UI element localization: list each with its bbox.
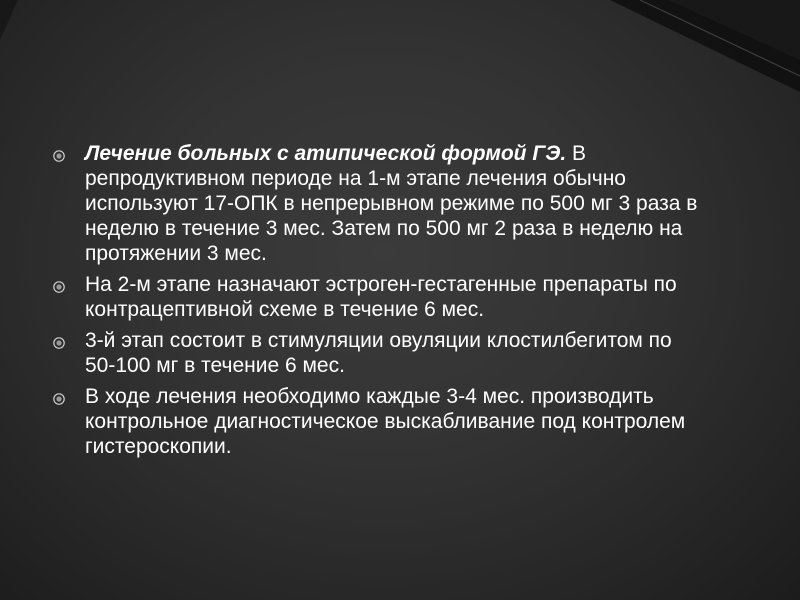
bullet-item: [52, 328, 702, 378]
circle-bullet-icon: [52, 392, 66, 406]
bullet-item: [52, 272, 702, 322]
bullet-text: В ходе лечения необходимо каждые 3-4 мес. производить контрольное диагностическое выскабливание под контролем гистероскопии.: [85, 385, 686, 458]
bullet-item: [52, 141, 702, 266]
bullet-item: [52, 384, 702, 459]
circle-bullet-icon: [52, 336, 66, 350]
bullet-list: [52, 141, 702, 459]
bullet-lead-text: Лечение больных с атипической формой ГЭ.: [85, 142, 567, 165]
left-edge-shade: [0, 0, 18, 40]
circle-bullet-icon: [52, 149, 66, 163]
bullet-text: На 2-м этапе назначают эстроген-гестагенные препараты по контрацептивной схеме в течение 6 мес.: [85, 273, 677, 321]
bullet-text: 3-й этап состоит в стимуляции овуляции клостилбегитом по 50-100 мг в течение 6 мес.: [85, 329, 672, 377]
circle-bullet-icon: [52, 280, 66, 294]
bullet-text: В репродуктивном периоде на 1-м этапе лечения обычно используют 17-ОПК в непрерывном режиме по 500 мг 3 раза в неделю в течение 3 мес. Затем по 500 мг 2 раза в неделю на протяжении 3 мес.: [85, 142, 698, 265]
content-area: [52, 141, 702, 465]
